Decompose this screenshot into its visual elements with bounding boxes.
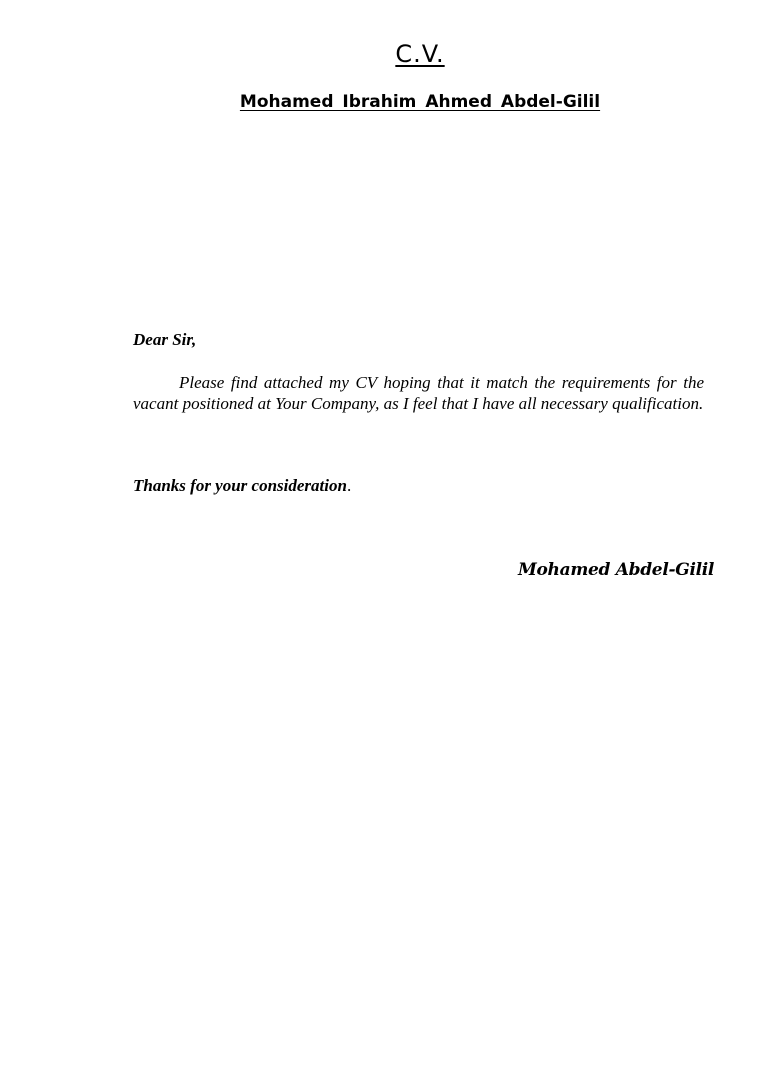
letter-body: Please find attached my CV hoping that it match the requirements for the vacant positioned at Your Company, as I feel that I have all necessary qualification.: [133, 373, 704, 413]
document-title: C.V.: [395, 40, 445, 68]
letter-signature: Mohamed Abdel-Gilil: [518, 560, 715, 580]
letter-closing: [133, 476, 351, 496]
applicant-full-name: Mohamed Ibrahim Ahmed Abdel-Gilil: [239, 92, 601, 112]
letter-closing-punctuation: .: [346, 476, 352, 495]
letter-closing-text: Thanks for your consideration: [133, 476, 347, 495]
letter-salutation: Dear Sir,: [133, 330, 197, 349]
